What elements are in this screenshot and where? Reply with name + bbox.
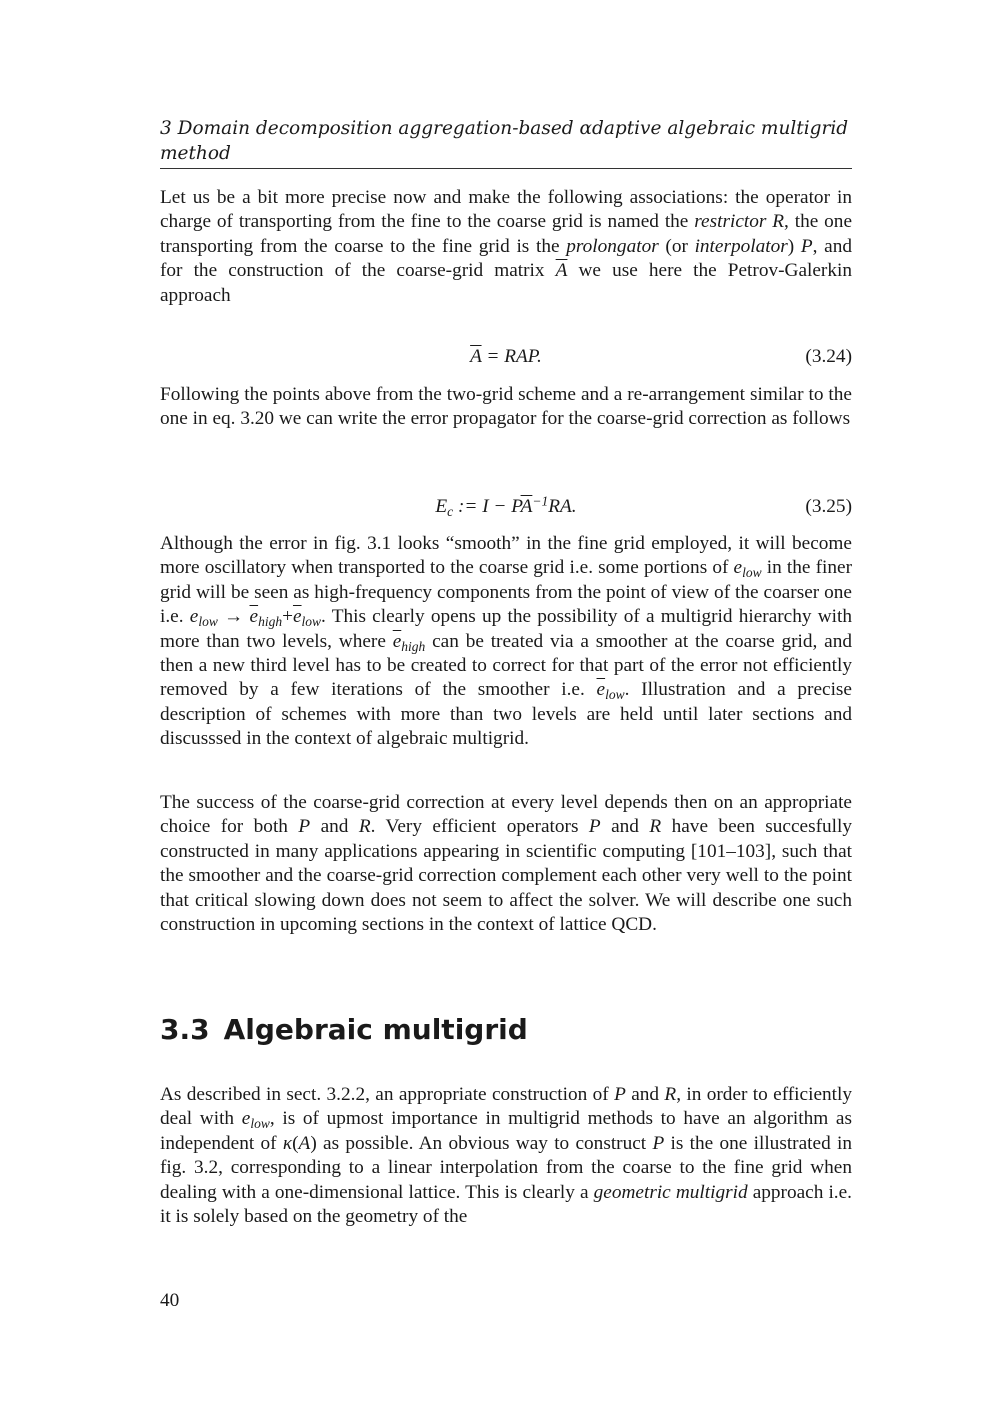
paragraph-algebraic-multigrid: As described in sect. 3.2.2, an appropriate construction of P and R, in order to efficiently deal with $e_{low}$, is of upmost importance in multigrid methods to have an algorithm as independent of κ(A) as possible. An obvious way to construct P is the one illustrated in fig. 3.2, corresponding to a linear interpolation from the coarse to the fine grid when dealing with a one-dimensional lattice. This is clearly a geometric multigrid approach i.e. it is solely based on the geometry of the (160, 1084, 853, 1228)
page (160, 0, 852, 1414)
paragraph-coarse-grid-success: The success of the coarse-grid correction at every level depends then on an appropriate choice for both P and R. Very efficient operators P and R have been succesfully constructed in many applications appearing in scientific computing [101–103], such that the smoother and the coarse-grid correction complement each other very well to the point that critical slowing down does not seem to affect the solver. We will describe one such construction in upcoming sections in the context of lattice QCD. (160, 792, 853, 936)
section-heading: 3.3 Algebraic multigrid (160, 1013, 528, 1046)
equation-number: (3.25) (805, 496, 852, 517)
equation-3-24: $\overline{A}$ = RAP. (3.24) (470, 346, 852, 367)
running-header: 3 Domain decomposition aggregation-based αdaptive algebraic multigrid method (160, 117, 852, 169)
paragraph-error-propagator: Following the points above from the two-grid scheme and a re-arrangement similar to the one in eq. 3.20 we can write the error propagator for the coarse-grid correction as follows (160, 384, 852, 430)
equation-3-25: $E_c$ := $I - P\overline{A}^{-1}RA$. (3.25) (435, 493, 852, 520)
paragraph-operators: Let us be a bit more precise now and make the following associations: the operator in charge of transporting from the fine to the coarse grid is named the restrictor R, the one transporting from the coarse to the fine grid is the prolongator (or interpolator) P, and for the construction of the coarse-grid matrix $\overline{A}$ we use here the Petrov-Galerkin approach (160, 187, 853, 306)
paragraph-multigrid-hierarchy: Although the error in fig. 3.1 looks “smooth” in the fine grid employed, it will become more oscillatory when transported to the coarse grid i.e. some portions of $e_{low}$ in the finer grid will be seen as high-frequency components from the point of view of the coarser one i.e. $e_{low} \to \overline{e}_{high}+\overline{e}_{low}$. This clearly opens up the possibility of a multigrid hierarchy with more than two levels, where $\overline{e}_{high}$ can be treated via a smoother at the coarse grid, and then a new third level has to be created to correct for that part of the error not efficiently removed by a few iterations of the smoother i.e. $\overline{e}_{low}$. Illustration and a precise description of schemes with more than two levels are held until later sections and discusssed in the context of algebraic multigrid. (160, 533, 852, 750)
equation-number: (3.24) (805, 346, 852, 367)
page-number: 40 (160, 1290, 180, 1311)
